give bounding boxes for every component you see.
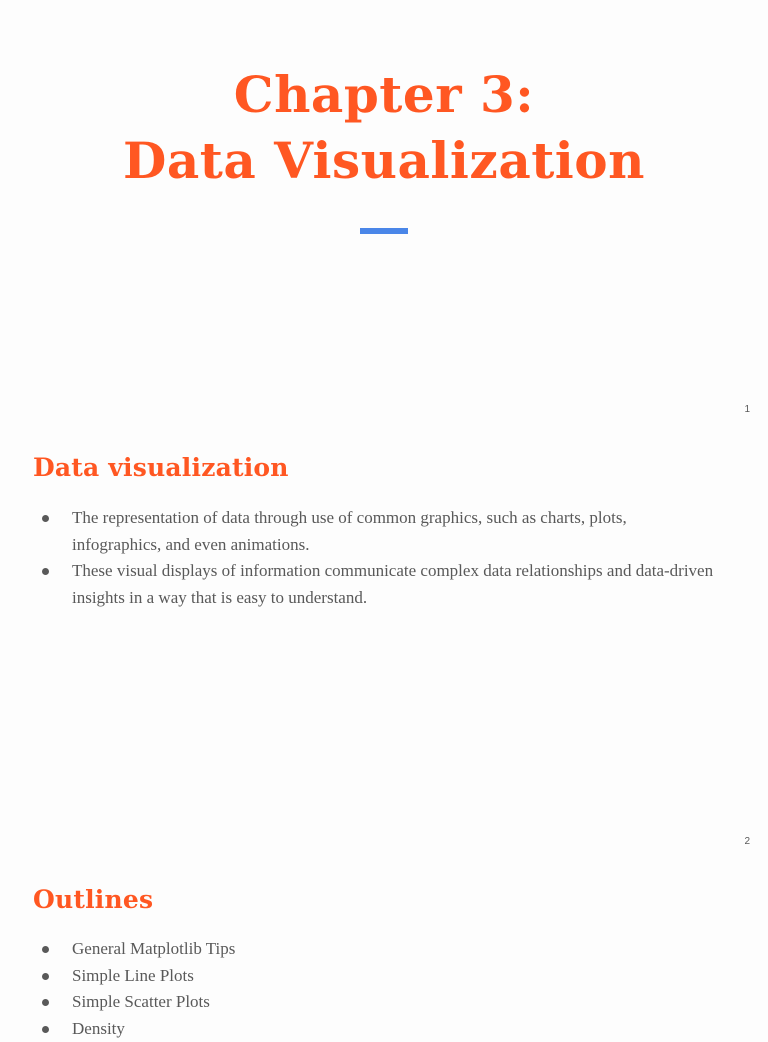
bullet-text: These visual displays of information communicate complex data relationships and data-driven insights in a way that is easy to understand.	[72, 561, 713, 607]
bullet-dot-icon	[42, 973, 49, 980]
bullet-dot-icon	[42, 1026, 49, 1033]
bullet-dot-icon	[42, 999, 49, 1006]
slide-3	[0, 864, 768, 1024]
chapter-title	[0, 62, 768, 194]
chapter-title-line-1: Chapter 3:	[0, 62, 768, 128]
bullet-list	[40, 505, 720, 611]
outline-item	[40, 936, 720, 963]
outline-text: Simple Scatter Plots	[72, 992, 210, 1011]
bullet-item	[40, 505, 720, 558]
bullet-item	[40, 558, 720, 611]
page-number: 1	[744, 404, 750, 415]
bullet-dot-icon	[42, 515, 49, 522]
bullet-dot-icon	[42, 568, 49, 575]
outline-list	[40, 936, 720, 1042]
outline-text: Simple Line Plots	[72, 966, 194, 985]
slide-heading: Outlines	[33, 884, 153, 916]
page-number: 2	[744, 836, 750, 847]
outline-item	[40, 1016, 720, 1042]
outline-item	[40, 989, 720, 1016]
chapter-title-line-2: Data Visualization	[0, 128, 768, 194]
title-accent-bar	[360, 228, 408, 234]
outline-text: Density	[72, 1019, 125, 1038]
outline-text: General Matplotlib Tips	[72, 939, 235, 958]
bullet-dot-icon	[42, 946, 49, 953]
outline-item	[40, 963, 720, 990]
slide-heading: Data visualization	[33, 452, 289, 484]
slide-2	[0, 432, 768, 864]
bullet-text: The representation of data through use of common graphics, such as charts, plots, infographics, and even animations.	[72, 508, 627, 554]
slide-1	[0, 0, 768, 432]
